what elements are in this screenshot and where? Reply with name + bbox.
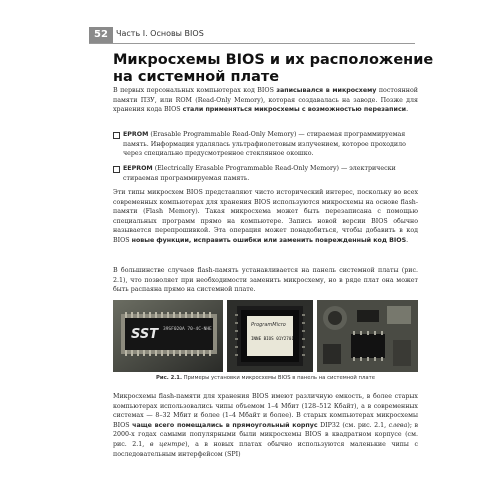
figure-photos [113,300,418,372]
chip2-marking: INNE BIOS 01Y270173 [251,336,299,341]
chip2-brand: ProgramMicro [251,322,286,328]
figure-caption-text: Примеры установки микросхемы BIOS в панель на системной плате [181,375,375,381]
chip1-marking: 39SF020A 70-4C-NHE [163,327,212,332]
intro-text-1: В первых персональных компьютерах код BIOS [113,87,277,94]
photo-spi-chip [317,300,418,372]
bullet-eeprom-desc: (Electrically Erasable Programmable Read-Only Memory) — электрически стираемая программируемая память. [123,165,396,182]
para4-italic-1: слева [388,421,408,429]
checkbox-bullet-icon [113,132,120,139]
photo-plcc-chip [227,300,313,372]
bullet-eeprom [113,164,418,184]
socket-paragraph: В большинстве случаев flash-память устанавливается на панель системной платы (рис. 2.1), что позволяет при необходимости заменить микросхему, но в ряде плат она может быть распаяна прямо на системной плате. [113,267,418,294]
title-line-1: Микросхемы BIOS и их расположение [113,52,434,68]
page-header [0,27,500,42]
intro-bold-1: записывался в микросхему [276,87,377,94]
para4-bold: чаще всего помещались в прямоугольный корпус [132,421,318,429]
running-head: Часть I. Основы BIOS [116,29,204,38]
para4-text-1: Микросхемы flash-памяти для хранения BIOS имеют различную емкость, в более старых компьютерах использовались чипы объемом 1–4 Мбит (128–512 Кбайт), а в современных системах — 8–32 Мбит и более (1–4 Мбайт и более). В старых компьютерах микросхемы BIOS [113,393,418,429]
section-title [113,52,443,86]
para4-italic-2: в центре [149,440,186,448]
bullet-eprom [113,130,418,160]
intro-paragraph [113,86,418,115]
bullet-eprom-text [123,130,418,159]
para2-text-2: . [406,236,409,244]
para4-text-2: DIP32 (см. рис. 2.1, [317,421,389,429]
intro-bold-2: стали применяться микросхемы с возможностью перезаписи [182,106,407,114]
page-number: 52 [89,27,113,43]
intro-text-2: постоянной памяти ПЗУ, или ROM (Read-Only Memory), которая создавалась на заводе. Позже для хранения кода BIOS [113,87,418,114]
title-line-2: на системной плате [113,69,280,85]
history-paragraph [113,188,418,246]
para4-text-4: ), а в новых платах обычно используются маленькие чипы с последовательным интерфейсом (SPI) [113,440,418,458]
figure-caption [113,375,418,381]
capacity-paragraph [113,392,418,459]
header-rule [89,43,415,44]
intro-text-3: . [406,106,409,114]
para2-text-1: Эти типы микросхем BIOS представляют чисто исторический интерес, поскольку во всех современных компьютерах для хранения BIOS используются микросхемы на основе flash-памяти (Flash Memory). Такая микросхема может быть перезаписана с помощью специальных программ прямо на компьютере. Запись новой версии BIOS обычно называется перепрошивкой. Эта операция может понадобиться, чтобы добавить в код BIOS [113,189,418,244]
bullet-eprom-desc: (Erasable Programmable Read-Only Memory) — стираемая программируемая память. Информация удалялась ультрафиолетовым излучением, которое проходило через специально предусмотренное стеклянное окошко. [123,131,406,158]
checkbox-bullet-icon [113,166,120,173]
para4-text-3: ); в 2000-х годах самыми популярными были микросхемы BIOS в квадратном корпусе (см. рис. 2.1, [113,421,419,448]
bullet-eeprom-keyword: EEPROM [123,165,153,172]
chip1-logo-text: SST [131,327,159,342]
para2-bold: новые функции, исправить ошибки или заменить поврежденный код BIOS [131,236,407,244]
bullet-eeprom-text [123,164,418,183]
photo-dip32-chip [113,300,223,372]
bullet-eprom-keyword: EPROM [123,131,149,138]
figure-label: Рис. 2.1. [155,375,182,381]
